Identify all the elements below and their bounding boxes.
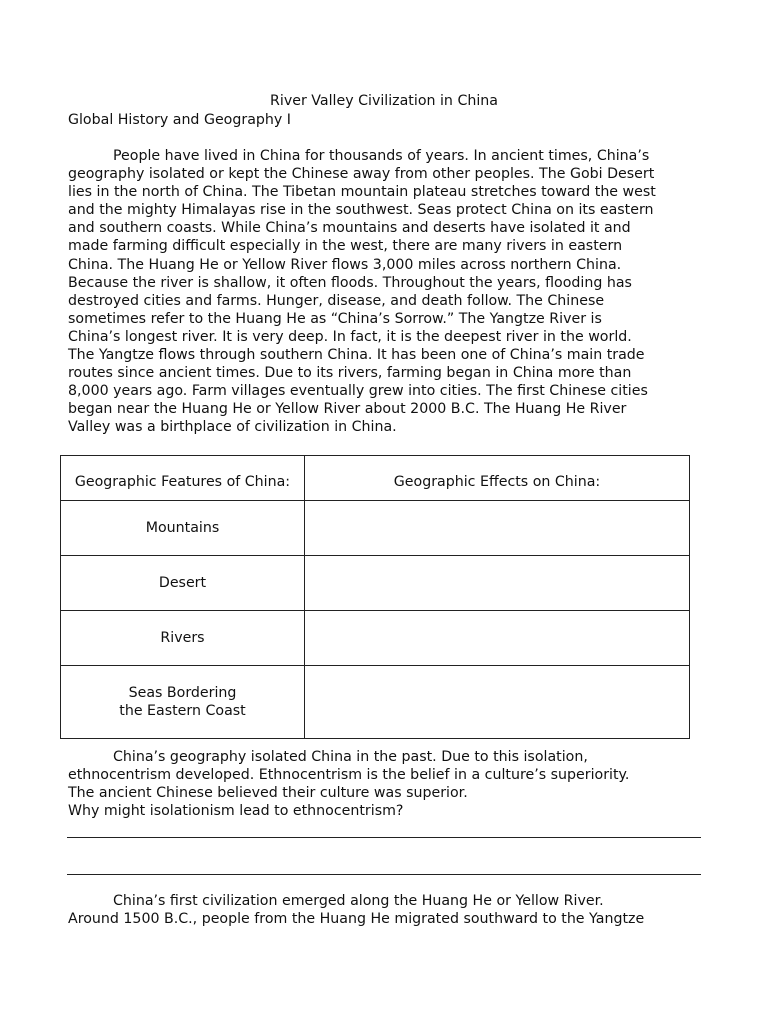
paragraph-line: China’s longest river. It is very deep. In fact, it is the deepest river in the world.: [68, 328, 632, 345]
paragraph-line: and the mighty Himalayas rise in the southwest. Seas protect China on its eastern: [68, 202, 654, 219]
paragraph-line: and southern coasts. While China’s mountains and deserts have isolated it and: [68, 220, 631, 237]
table-row: [61, 501, 690, 556]
page-title: River Valley Civilization in China: [270, 93, 498, 109]
feature-desert: Desert: [61, 556, 305, 611]
paragraph-line: China. The Huang He or Yellow River flows 3,000 miles across northern China.: [68, 256, 622, 273]
paragraph-line: sometimes refer to the Huang He as “China’s Sorrow.” The Yangtze River is: [68, 310, 602, 327]
paragraph-line: The ancient Chinese believed their culture was superior.: [68, 785, 468, 802]
header-effects: Geographic Effects on China:: [305, 456, 690, 501]
question-text: Why might isolationism lead to ethnocentrism?: [68, 803, 404, 820]
header-features: Geographic Features of China:: [61, 456, 305, 501]
answer-line[interactable]: [67, 874, 701, 875]
table-header-row: [61, 456, 690, 501]
geography-table: [60, 455, 690, 739]
table-row: [61, 611, 690, 666]
paragraph-line: lies in the north of China. The Tibetan mountain plateau stretches toward the west: [68, 184, 656, 201]
paragraph-line: China’s first civilization emerged along the Huang He or Yellow River.: [113, 893, 604, 909]
paragraph-line: ethnocentrism developed. Ethnocentrism is the belief in a culture’s superiority.: [68, 767, 630, 784]
intro-paragraph: [68, 147, 708, 437]
closing-paragraph: [68, 892, 708, 928]
feature-rivers: Rivers: [61, 611, 305, 666]
paragraph-line: Around 1500 B.C., people from the Huang He migrated southward to the Yangtze: [68, 911, 645, 928]
feature-seas-line: the Eastern Coast: [119, 703, 246, 719]
paragraph-line: routes since ancient times. Due to its rivers, farming began in China more than: [68, 365, 632, 382]
paragraph-line: China’s geography isolated China in the past. Due to this isolation,: [113, 749, 588, 765]
effect-answer-cell[interactable]: [305, 556, 690, 611]
answer-line[interactable]: [67, 837, 701, 838]
effect-answer-cell[interactable]: [305, 611, 690, 666]
paragraph-line: began near the Huang He or Yellow River about 2000 B.C. The Huang He River: [68, 401, 627, 418]
paragraph-line: 8,000 years ago. Farm villages eventually grew into cities. The first Chinese cities: [68, 383, 648, 400]
paragraph-line: geography isolated or kept the Chinese away from other peoples. The Gobi Desert: [68, 166, 655, 183]
table-row: [61, 556, 690, 611]
effect-answer-cell[interactable]: [305, 501, 690, 556]
course-name: Global History and Geography I: [68, 112, 291, 128]
table-row: [61, 666, 690, 739]
feature-mountains: Mountains: [61, 501, 305, 556]
feature-seas: [61, 666, 305, 739]
feature-seas-line: Seas Bordering: [128, 685, 237, 701]
paragraph-line: Because the river is shallow, it often floods. Throughout the years, flooding has: [68, 274, 632, 291]
paragraph-line: People have lived in China for thousands of years. In ancient times, China’s: [113, 148, 650, 164]
paragraph-line: The Yangtze flows through southern China. It has been one of China’s main trade: [68, 347, 645, 364]
paragraph-line: destroyed cities and farms. Hunger, disease, and death follow. The Chinese: [68, 292, 605, 309]
effect-answer-cell[interactable]: [305, 666, 690, 739]
paragraph-line: made farming difficult especially in the west, there are many rivers in eastern: [68, 238, 623, 255]
paragraph-line: Valley was a birthplace of civilization in China.: [68, 419, 397, 436]
isolation-paragraph: [68, 748, 708, 820]
